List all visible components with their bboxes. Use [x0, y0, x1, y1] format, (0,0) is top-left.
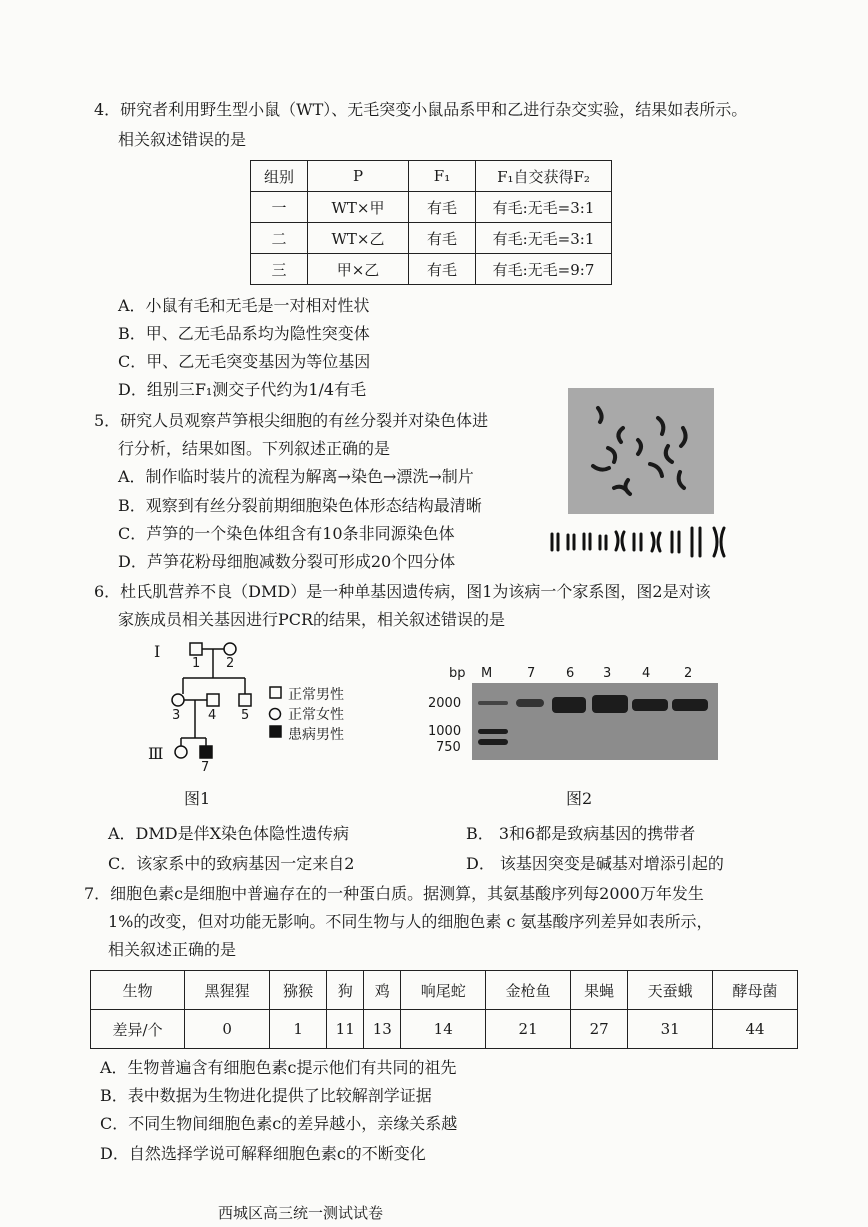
pedigree-id-4: 4: [208, 708, 217, 723]
q5-option-d: D．芦笋花粉母细胞减数分裂可形成20个四分体: [118, 552, 456, 571]
q4-option-c: C．甲、乙无毛突变基因为等位基因: [118, 352, 371, 371]
q4-cell: 三: [251, 254, 308, 285]
q7-th: 金枪鱼: [486, 971, 571, 1010]
q6-option-c: C．该家系中的致病基因一定来自2: [108, 854, 355, 873]
gel-lane-m: M: [481, 666, 493, 681]
q4-cell: 一: [251, 192, 308, 223]
q7-cell: 14: [401, 1010, 486, 1049]
q7-cell: 差异/个: [91, 1010, 185, 1049]
q7-stem-line3: 相关叙述正确的是: [108, 940, 237, 959]
q7-stem-line1: 7．细胞色素c是细胞中普遍存在的一种蛋白质。据测算，其氨基酸序列每2000万年发生: [84, 884, 704, 903]
gel-band-m-750: [478, 739, 508, 745]
gel-band-6: [552, 697, 586, 713]
q4-stem-line1: 4．研究者利用野生型小鼠（WT）、无毛突变小鼠品系甲和乙进行杂交实验，结果如表所示。: [94, 100, 748, 119]
gel-lane-3: 3: [603, 666, 612, 681]
q7-th: 黑猩猩: [185, 971, 270, 1010]
q7-cell: 1: [270, 1010, 327, 1049]
gel-marker-750: 750: [436, 740, 461, 755]
q6-option-a: A．DMD是伴X染色体隐性遗传病: [108, 824, 349, 843]
q7-th: 果蝇: [571, 971, 628, 1010]
gel-image: [472, 683, 718, 760]
q7-th: 鸡: [364, 971, 401, 1010]
q4-cell: 有毛:无毛=9:7: [476, 254, 612, 285]
q7-option-a: A．生物普遍含有细胞色素c提示他们有共同的祖先: [100, 1058, 457, 1077]
q7-th: 响尾蛇: [401, 971, 486, 1010]
q7-th: 天蚕蛾: [628, 971, 713, 1010]
gel-band-m-1000: [478, 729, 508, 734]
q4-table: [250, 160, 612, 285]
q4-option-b: B．甲、乙无毛品系均为隐性突变体: [118, 324, 370, 343]
q5-stem-line1: 5．研究人员观察芦笋根尖细胞的有丝分裂并对染色体进: [94, 411, 489, 430]
q4-cell: 有毛:无毛=3:1: [476, 223, 612, 254]
q7-cell: 44: [713, 1010, 798, 1049]
q4-cell: WT×甲: [308, 192, 409, 223]
q4-th-group: 组别: [251, 161, 308, 192]
q5-option-b: B．观察到有丝分裂前期细胞染色体形态结构最清晰: [118, 496, 482, 515]
q5-option-c: C．芦笋的一个染色体组含有10条非同源染色体: [118, 524, 455, 543]
gel-marker-1000: 1000: [428, 724, 462, 739]
q4-option-a: A．小鼠有毛和无毛是一对相对性状: [118, 296, 370, 315]
q4-cell: 甲×乙: [308, 254, 409, 285]
q7-cell: 0: [185, 1010, 270, 1049]
q4-cell: WT×乙: [308, 223, 409, 254]
gel-band-3: [592, 695, 628, 713]
q6-option-d: D． 该基因突变是碱基对增添引起的: [466, 854, 724, 873]
figure-2-caption: 图2: [566, 789, 593, 808]
q7-cell: 27: [571, 1010, 628, 1049]
q6-stem-line2: 家族成员相关基因进行PCR的结果，相关叙述错误的是: [118, 610, 506, 629]
gel-lane-6: 6: [566, 666, 575, 681]
pedigree-id-7: 7: [201, 760, 210, 775]
legend-affected-male: 患病男性: [288, 727, 344, 743]
pedigree-figure: [150, 642, 430, 782]
karyotype-image: [546, 522, 741, 562]
q4-cell: 有毛: [409, 254, 476, 285]
q4-cell: 二: [251, 223, 308, 254]
q7-stem-line2: 1%的改变，但对功能无影响。不同生物与人的细胞色素 c 氨基酸序列差异如表所示，: [108, 912, 713, 931]
q4-cell: 有毛: [409, 192, 476, 223]
q6-stem-line1: 6．杜氏肌营养不良（DMD）是一种单基因遗传病，图1为该病一个家系图，图2是对该: [94, 582, 711, 601]
q4-th-f1: F₁: [409, 161, 476, 192]
q4-cell: 有毛: [409, 223, 476, 254]
gel-marker-2000: 2000: [428, 696, 462, 711]
q7-th: 生物: [91, 971, 185, 1010]
figure-1-caption: 图1: [184, 789, 211, 808]
legend-normal-male: 正常男性: [288, 687, 344, 703]
gel-lane-7: 7: [527, 666, 536, 681]
pedigree-id-3: 3: [172, 708, 181, 723]
gel-band-2: [672, 699, 708, 711]
q7-th: 猕猴: [270, 971, 327, 1010]
gel-lane-4: 4: [642, 666, 651, 681]
q7-cell: 13: [364, 1010, 401, 1049]
q4-cell: 有毛:无毛=3:1: [476, 192, 612, 223]
gel-band-4: [632, 699, 668, 711]
q7-option-c: C．不同生物间细胞色素c的差异越小，亲缘关系越: [100, 1114, 458, 1133]
q7-option-b: B．表中数据为生物进化提供了比较解剖学证据: [100, 1086, 432, 1105]
gel-band-m-2000: [478, 701, 508, 705]
page-footer: 西城区高三统一测试试卷: [218, 1204, 384, 1222]
pedigree-id-1: 1: [192, 656, 201, 671]
q4-stem-line2: 相关叙述错误的是: [118, 130, 247, 149]
gel-band-7: [516, 699, 544, 707]
pedigree-id-2: 2: [226, 656, 235, 671]
q7-th: 酵母菌: [713, 971, 798, 1010]
q4-option-d: D．组别三F₁测交子代约为1/4有毛: [118, 380, 367, 399]
q7-cell: 11: [327, 1010, 364, 1049]
q6-option-b: B． 3和6都是致病基因的携带者: [466, 824, 696, 843]
q7-cell: 31: [628, 1010, 713, 1049]
legend-normal-female: 正常女性: [288, 707, 344, 723]
pedigree-id-5: 5: [241, 708, 250, 723]
chromosome-micrograph-image: [568, 388, 714, 514]
q5-stem-line2: 行分析，结果如图。下列叙述正确的是: [118, 439, 391, 458]
q7-option-d: D．自然选择学说可解释细胞色素c的不断变化: [100, 1144, 426, 1163]
gel-lane-2: 2: [684, 666, 693, 681]
q7-table: [90, 970, 798, 1049]
q7-cell: 21: [486, 1010, 571, 1049]
q4-th-p: P: [308, 161, 409, 192]
pedigree-gen-1: I: [154, 642, 161, 661]
q7-th: 狗: [327, 971, 364, 1010]
gel-bp-label: bp: [449, 666, 466, 681]
pedigree-gen-3: Ⅲ: [148, 744, 164, 763]
q5-option-a: A．制作临时装片的流程为解离→染色→漂洗→制片: [118, 467, 474, 486]
chromosome-micrograph: [568, 388, 714, 514]
q4-th-f2: F₁自交获得F₂: [476, 161, 612, 192]
karyotype-strip: [546, 522, 741, 566]
